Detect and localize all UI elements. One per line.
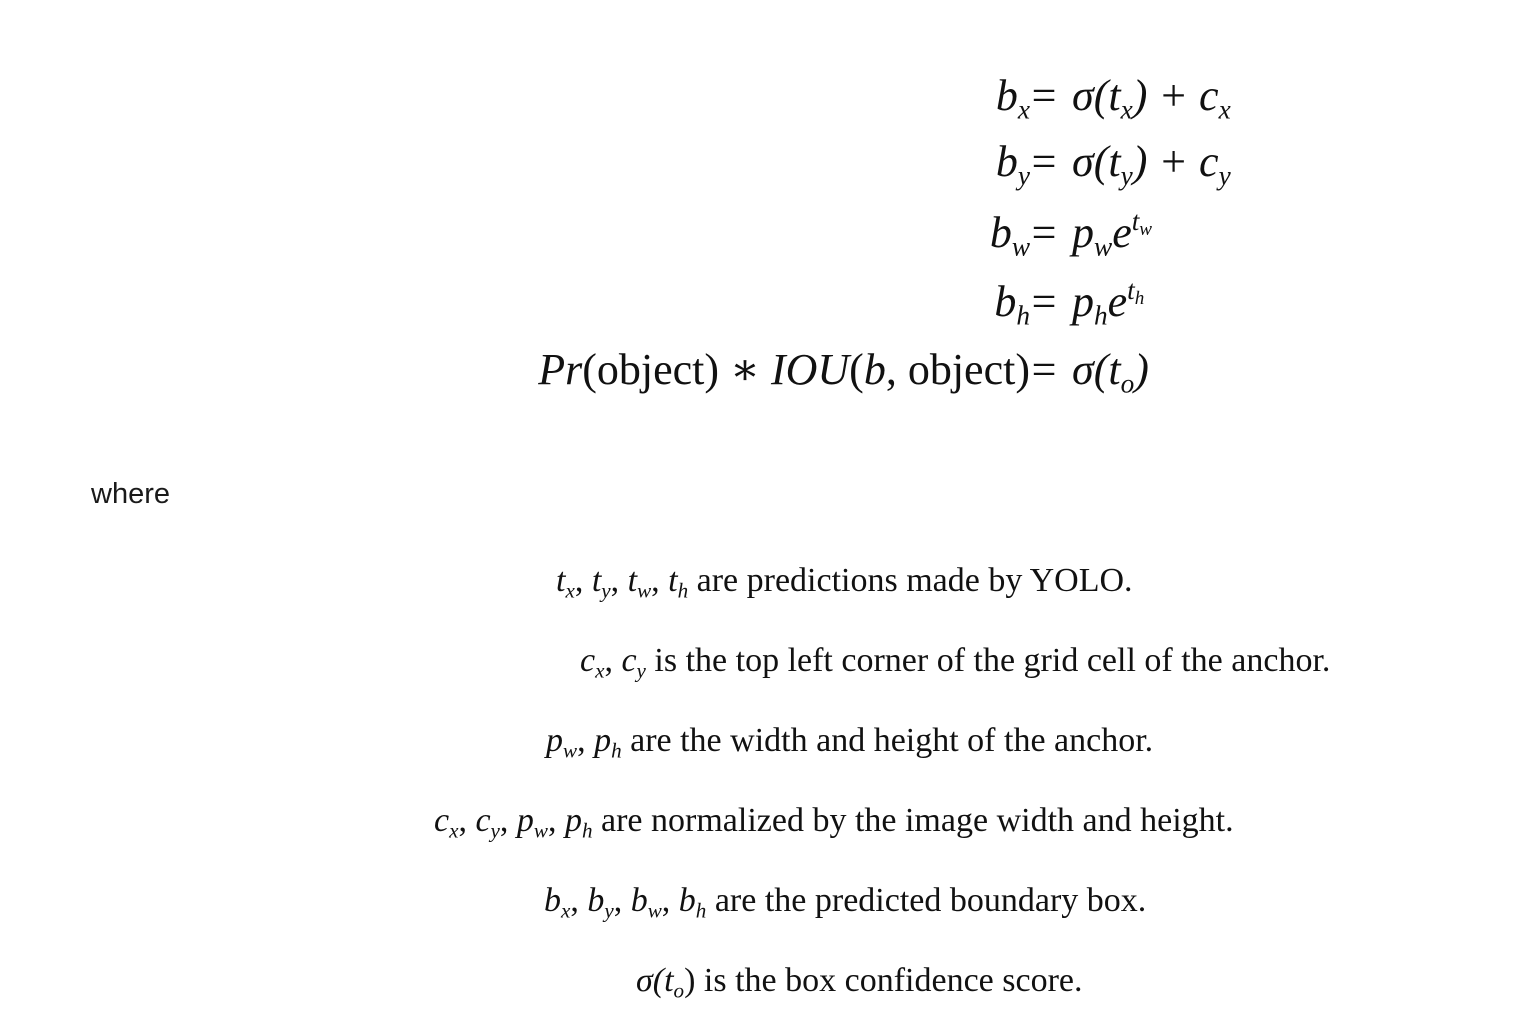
symbol-e: e	[1107, 277, 1128, 326]
equals-sign: =	[1031, 277, 1057, 326]
definition-normalized	[434, 798, 1234, 844]
comma: ,	[661, 882, 679, 919]
subscript: w	[647, 898, 662, 923]
subscript: x	[595, 658, 605, 683]
equation-bx-rhs	[1072, 66, 1231, 126]
equation-block	[0, 0, 1536, 420]
subscript: x	[565, 578, 575, 603]
equation-bx-lhs	[30, 66, 1030, 126]
subscript: h	[695, 898, 707, 923]
comma: ,	[651, 562, 669, 599]
definition-text: is the top left corner of the grid cell of the anchor.	[645, 642, 1331, 679]
symbol: c	[580, 642, 596, 679]
comma: ,	[547, 802, 565, 839]
equation-by-lhs	[30, 132, 1030, 192]
definition-grid-cell	[580, 638, 1330, 684]
symbol: p	[594, 722, 612, 759]
equation-bw-lhs	[30, 203, 1030, 263]
symbol-b: b	[995, 137, 1018, 186]
subscript: h	[1094, 300, 1108, 331]
symbol-pr: Pr	[538, 345, 583, 394]
symbol: b	[678, 882, 696, 919]
symbol-b: b	[995, 71, 1018, 120]
comma: ,	[577, 722, 595, 759]
paren-close: )	[684, 962, 696, 999]
subscript: y	[1120, 160, 1133, 191]
definition-text: are the predicted boundary box.	[706, 882, 1147, 919]
symbol: p	[546, 722, 563, 759]
definition-predictions	[556, 558, 1133, 604]
sigma-t: σ(t	[636, 962, 674, 999]
symbol-e: e	[1112, 208, 1132, 257]
equation-confidence-lhs	[30, 340, 1030, 400]
plus-c: ) + c	[1132, 137, 1219, 186]
subscript: w	[533, 818, 548, 843]
definition-text: are the width and height of the anchor.	[621, 722, 1154, 759]
subscript: w	[563, 738, 578, 763]
equation-bh-rhs	[1072, 272, 1144, 332]
equation-by-rhs	[1072, 132, 1231, 192]
subscript: x	[561, 898, 571, 923]
symbol: b	[630, 882, 648, 919]
symbol-b: b	[863, 345, 886, 394]
text-object: (object) ∗	[582, 345, 771, 394]
subscript: y	[601, 578, 611, 603]
definition-boundary-box	[544, 878, 1146, 924]
subscript: y	[490, 818, 500, 843]
subscript: w	[1094, 231, 1113, 262]
definition-confidence	[636, 958, 1083, 1004]
symbol: p	[516, 802, 534, 839]
sigma-t: σ(t	[1072, 137, 1121, 186]
equals-sign: =	[1031, 345, 1057, 394]
subscript: o	[1120, 368, 1135, 399]
equals-sign: =	[1031, 71, 1057, 120]
comma: ,	[613, 882, 631, 919]
symbol: b	[544, 882, 561, 919]
comma: ,	[499, 802, 517, 839]
subscript: x	[1017, 94, 1030, 125]
symbol: c	[475, 802, 491, 839]
symbol-p: p	[1072, 208, 1094, 257]
subscript: h	[677, 578, 689, 603]
text-object: , object)	[885, 345, 1030, 394]
subscript: w	[1011, 231, 1030, 262]
equation-bw-rhs	[1072, 203, 1152, 263]
subscript: h	[611, 738, 622, 763]
comma: ,	[574, 562, 592, 599]
subscript: o	[673, 978, 685, 1003]
symbol: c	[434, 802, 450, 839]
subscript: y	[604, 898, 614, 923]
definition-anchor-size	[546, 718, 1153, 764]
symbol-b: b	[994, 277, 1017, 326]
symbol-iou: IOU	[770, 345, 850, 394]
equals-sign: =	[1031, 137, 1057, 186]
subscript: h	[1016, 300, 1030, 331]
subscript: w	[1139, 218, 1153, 240]
subscript: x	[1218, 94, 1231, 125]
definition-text: are normalized by the image width and height.	[592, 802, 1234, 839]
symbol: c	[621, 642, 637, 679]
comma: ,	[458, 802, 476, 839]
subscript: y	[1017, 160, 1030, 191]
comma: ,	[610, 562, 628, 599]
exponent	[1127, 275, 1145, 309]
plus-c: ) + c	[1132, 71, 1219, 120]
sigma-t: σ(t	[1072, 71, 1121, 120]
definition-text: is the box confidence score.	[695, 962, 1083, 999]
symbol-t: t	[1127, 275, 1135, 306]
equation-bh-lhs	[30, 272, 1030, 332]
symbol: b	[587, 882, 605, 919]
sigma-t: σ(t	[1072, 345, 1121, 394]
definition-text: are predictions made by YOLO.	[688, 562, 1133, 599]
symbol-p: p	[1072, 277, 1094, 326]
subscript: h	[1134, 287, 1145, 309]
equation-confidence-rhs	[1072, 340, 1149, 400]
paren-close: )	[1134, 345, 1149, 394]
subscript: x	[449, 818, 459, 843]
comma: ,	[604, 642, 622, 679]
symbol: p	[564, 802, 582, 839]
subscript: h	[581, 818, 593, 843]
exponent	[1131, 206, 1153, 240]
comma: ,	[570, 882, 588, 919]
subscript: w	[637, 578, 652, 603]
symbol: t	[591, 562, 602, 599]
where-label: where	[91, 478, 170, 510]
symbol: t	[556, 562, 566, 599]
subscript: x	[1120, 94, 1133, 125]
subscript: y	[636, 658, 646, 683]
symbol-t: t	[1131, 206, 1140, 237]
equals-sign: =	[1031, 208, 1057, 257]
symbol: t	[627, 562, 638, 599]
symbol-b: b	[989, 208, 1012, 257]
symbol: t	[668, 562, 678, 599]
paren-open: (	[849, 345, 864, 394]
subscript: y	[1218, 160, 1231, 191]
